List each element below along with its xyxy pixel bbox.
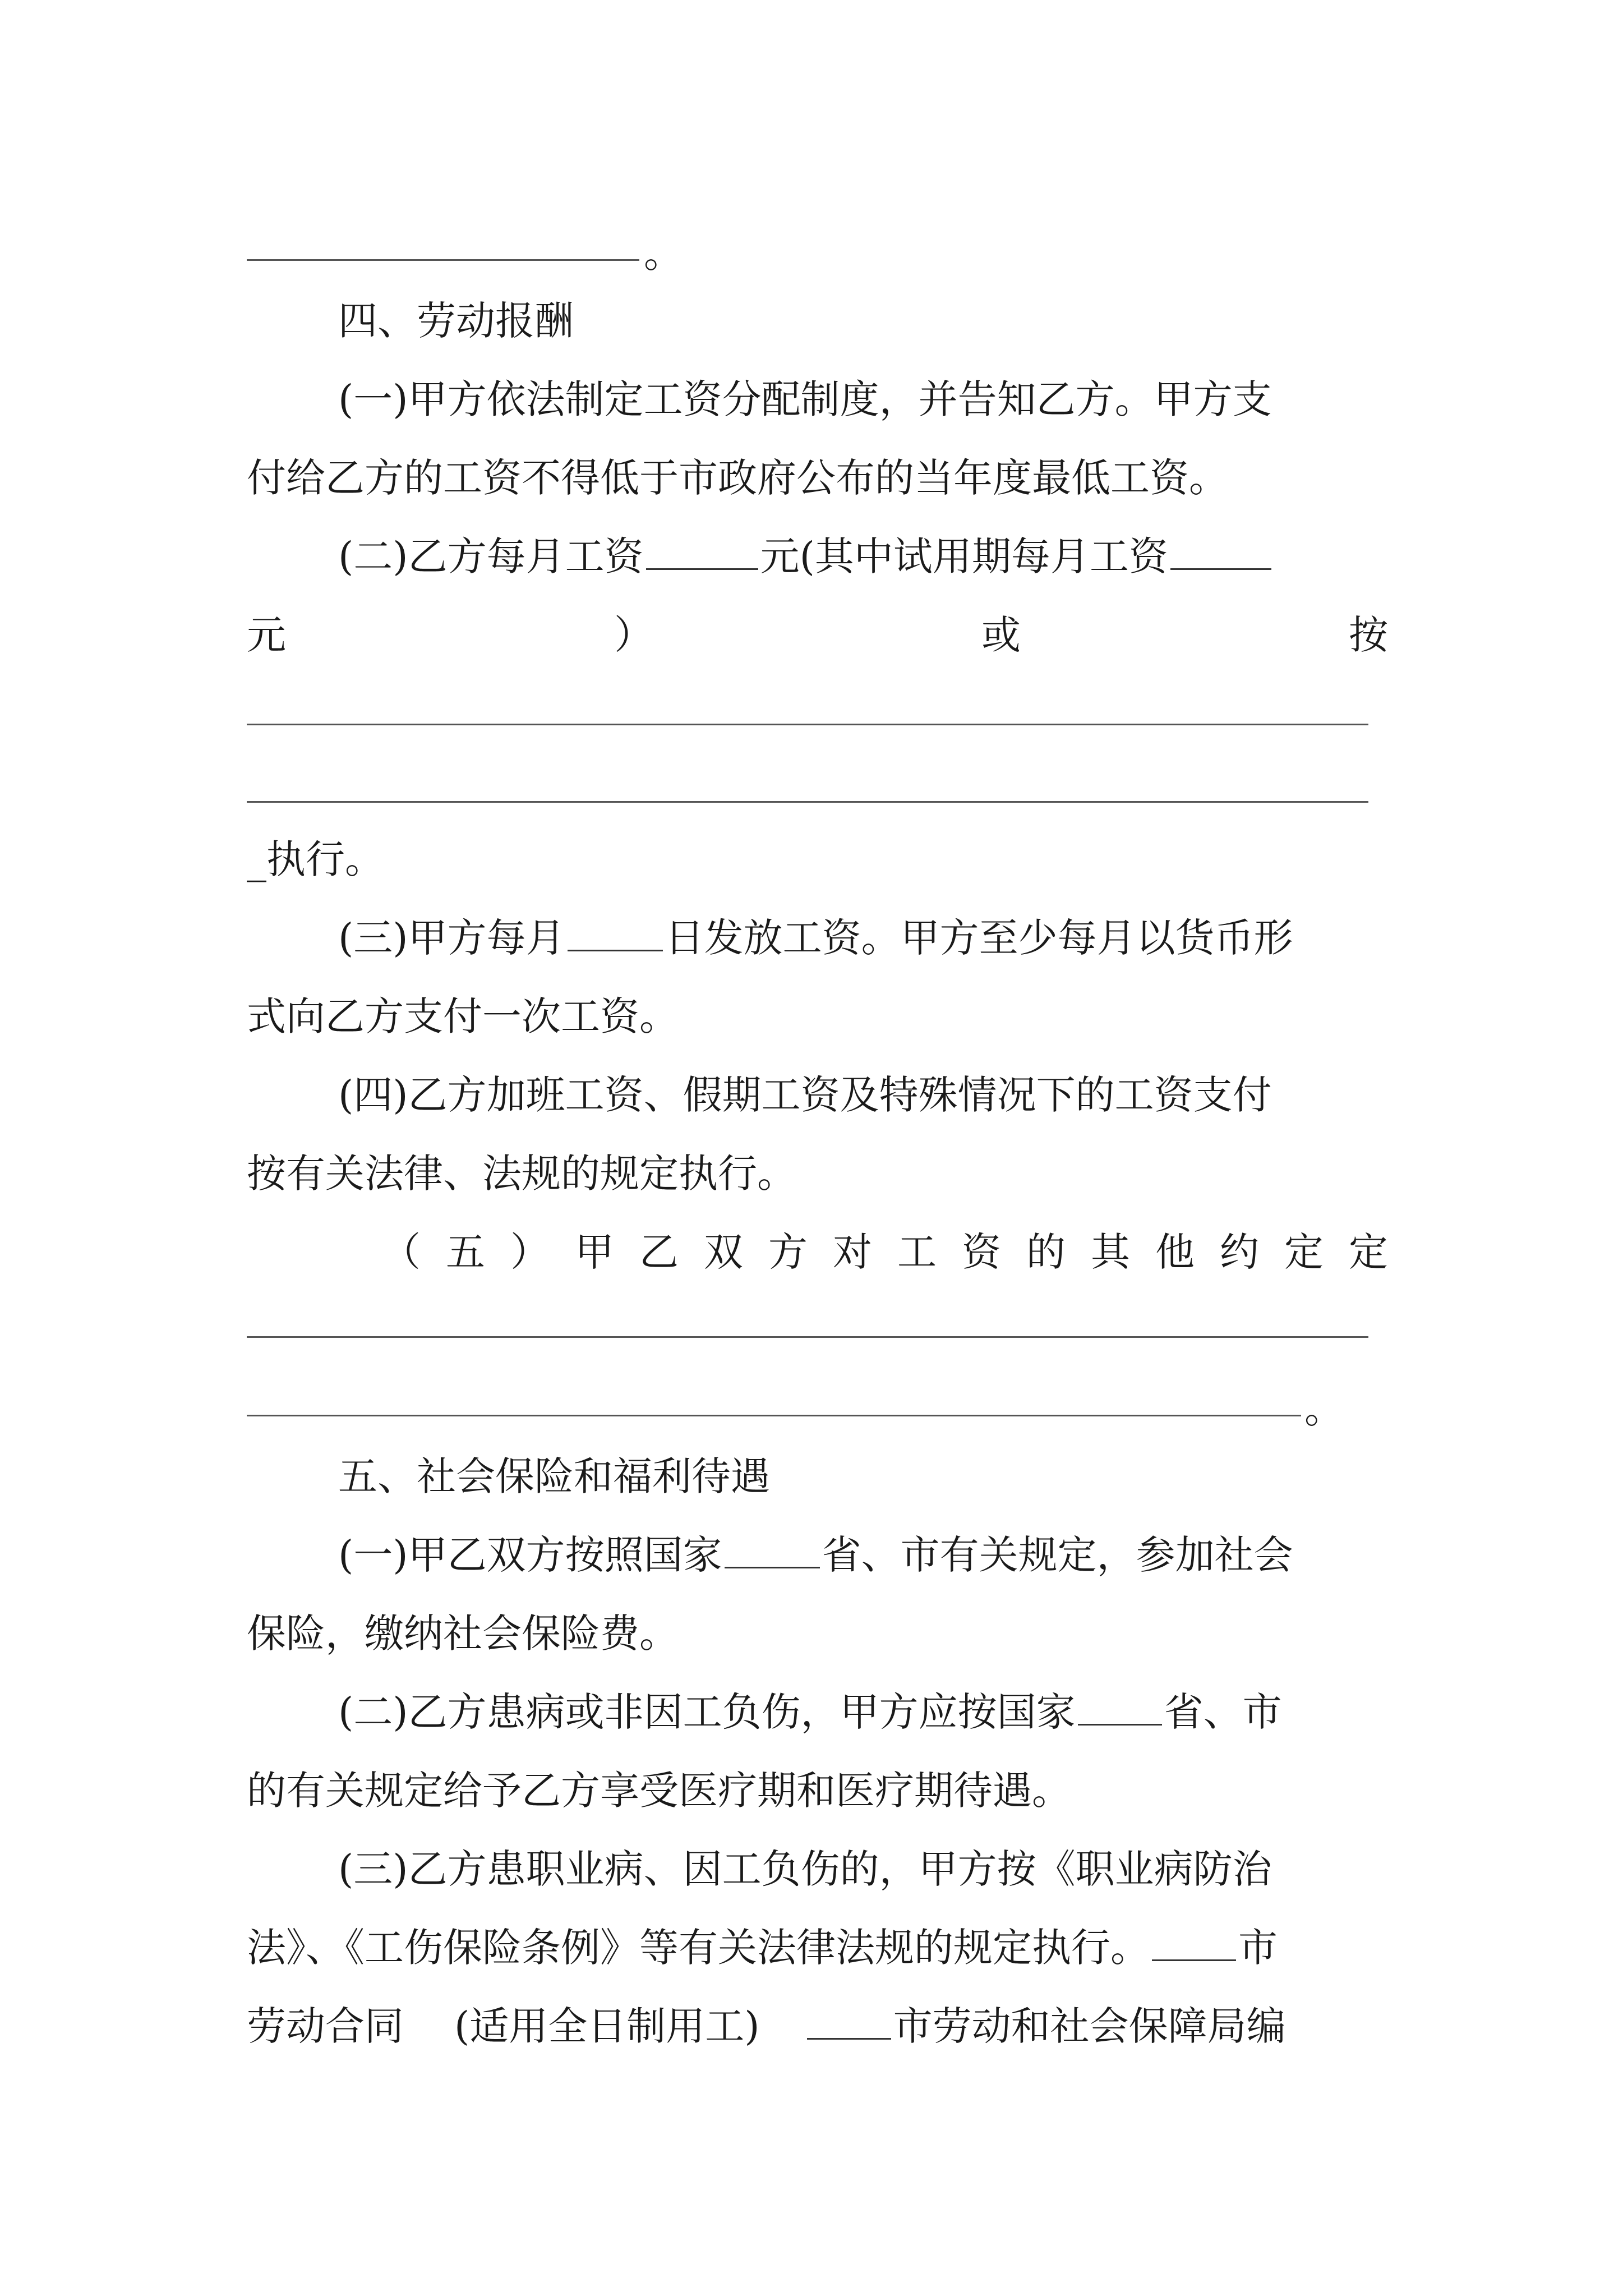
text-segment: (三)甲方每月: [338, 915, 565, 961]
text-segment: 市: [1238, 1925, 1278, 1971]
blank-field: [807, 2038, 891, 2040]
paragraph-5-2-line-2: 的有关规定给予乙方享受医疗期和医疗期待遇。: [247, 1768, 1071, 1814]
blank-field: [725, 1567, 820, 1568]
paragraph-4-2-line-3: _执行。: [247, 836, 384, 882]
paragraph-5-2-line-1: [338, 1678, 1388, 1746]
paragraph-4-2-line-2: [247, 601, 1388, 669]
blank-line: [247, 1336, 1368, 1338]
text-segment: 或: [981, 612, 1021, 658]
paragraph-4-4-line-2: 按有关法律、法规的规定执行。: [247, 1151, 796, 1197]
paragraph-4-4-line-1: (四)乙方加班工资、假期工资及特殊情况下的工资支付: [338, 1072, 1272, 1118]
text-segment: (二)乙方患病或非因工负伤，甲方应按国家: [338, 1689, 1076, 1735]
paragraph-5-3-line-3: [247, 1993, 1388, 2060]
blank-line: [247, 1415, 1301, 1416]
spread-char: 资: [962, 1229, 1001, 1275]
blank-line: [247, 724, 1368, 725]
spread-char: 的: [1026, 1229, 1066, 1275]
text-segment: 劳动合同: [247, 2003, 404, 2049]
paragraph-4-3-line-1: [338, 904, 1388, 972]
spread-char: 方: [768, 1229, 808, 1275]
paragraph-4-1-line-2: 付给乙方的工资不得低于市政府公布的当年度最低工资。: [247, 455, 1228, 501]
spread-char: 他: [1155, 1229, 1195, 1275]
paragraph-4-2-line-1: [338, 523, 1388, 590]
spread-char: 对: [833, 1229, 872, 1275]
blank-field: [1170, 568, 1271, 570]
paragraph-5-3-line-2: [247, 1914, 1388, 1981]
text-segment: 元: [247, 612, 286, 658]
text-segment: 省、市有关规定，参加社会: [822, 1532, 1293, 1578]
spread-char: 定: [1349, 1229, 1388, 1275]
spread-char: ）: [510, 1229, 550, 1275]
section-title-5: 五、社会保险和福利待遇: [338, 1453, 770, 1499]
spread-char: （: [381, 1229, 421, 1275]
period-mark: 。: [644, 231, 683, 277]
blank-line: [247, 259, 639, 261]
section-title-4: 四、劳动报酬: [338, 298, 574, 344]
text-segment: 法》、《工伤保险条例》等有关法律法规的规定执行。: [247, 1925, 1150, 1971]
spread-char: 双: [704, 1229, 743, 1275]
text-segment: (一)甲乙双方按照国家: [338, 1532, 722, 1578]
paragraph-5-1-line-1: [338, 1521, 1388, 1589]
spread-char: 其: [1091, 1229, 1130, 1275]
spread-char: 甲: [575, 1229, 614, 1275]
blank-field: [1152, 1959, 1236, 1961]
spread-char: 五: [446, 1229, 485, 1275]
spread-char: 工: [897, 1229, 937, 1275]
spread-char: 约: [1220, 1229, 1259, 1275]
text-segment: ）: [614, 612, 653, 658]
blank-field: [568, 950, 663, 951]
paragraph-5-1-line-2: 保险，缴纳社会保险费。: [247, 1611, 679, 1657]
text-segment: 元(其中试用期每月工资: [760, 533, 1168, 579]
paragraph-4-5-line-1: [381, 1218, 1388, 1286]
blank-field: [1078, 1724, 1162, 1726]
text-segment: (适用全日制用工): [454, 2003, 760, 2049]
period-mark: 。: [1304, 1386, 1344, 1432]
paragraph-4-3-line-2: 式向乙方支付一次工资。: [247, 993, 679, 1039]
paragraph-5-3-line-1: (三)乙方患职业病、因工负伤的，甲方按《职业病防治: [338, 1846, 1272, 1892]
text-segment: 按: [1349, 612, 1388, 658]
spread-char: 定: [1284, 1229, 1324, 1275]
blank-field: [646, 568, 758, 570]
spread-char: 乙: [639, 1229, 679, 1275]
text-segment: (二)乙方每月工资: [338, 533, 644, 579]
blank-line: [247, 801, 1368, 803]
paragraph-4-1-line-1: (一)甲方依法制定工资分配制度，并告知乙方。甲方支: [338, 376, 1272, 422]
text-segment: 日发放工资。甲方至少每月以货币形: [665, 915, 1293, 961]
text-segment: 省、市: [1164, 1689, 1282, 1735]
text-segment: 市劳动和社会保障局编: [893, 2003, 1286, 2049]
